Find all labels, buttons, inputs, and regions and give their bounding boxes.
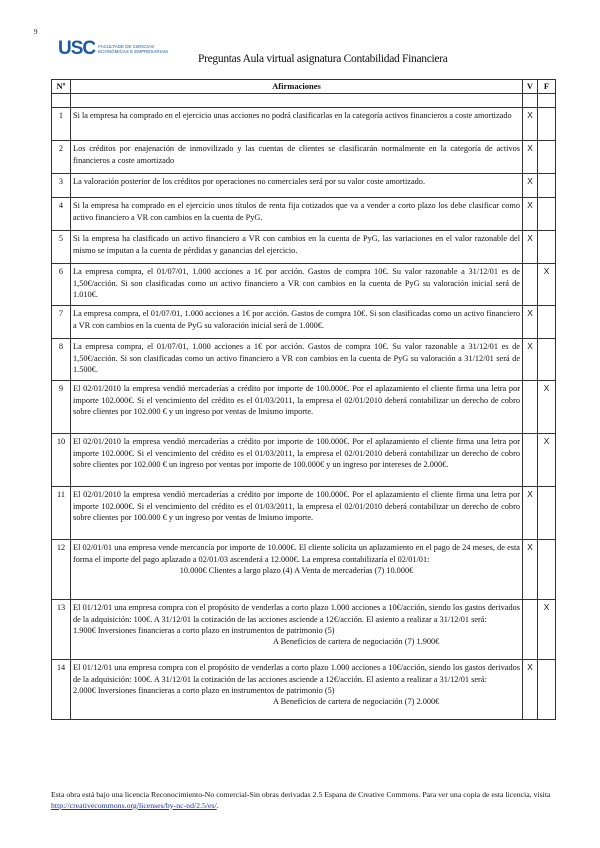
- row-number: 7: [52, 306, 71, 339]
- statement-text: La empresa compra, el 01/07/01, 1.000 acciones a 1€ por acción. Gastos de compra 10€. Su valor razonable a 31/12/01 es de 1,50€/acción. Si son clasificadas como un activo financiero a VR con cambios en la cuenta de PyG su valoración a 31/12/01 será de 1.500€.: [73, 342, 520, 374]
- false-mark: [538, 487, 556, 540]
- row-number: 12: [52, 540, 71, 600]
- statement-cell: [71, 141, 523, 174]
- statement-text: El 02/01/2010 la empresa vendió mercaderías a crédito por importe de 100.000€. Por el aplazamiento el cliente firma una letra por importe 102.000€. Si el vencimiento del crédito es el 01/03/2011, la empresa el 02/01/2010 deberá contabilizar un derecho de cobro sobre clientes por 100.000 € y un ingreso por ventas de lmismo importe.: [73, 490, 520, 522]
- true-mark: [523, 600, 538, 660]
- true-mark: X: [523, 174, 538, 198]
- university-logo: [58, 38, 176, 60]
- license-link[interactable]: http://creativecommons.org/licenses/by-nc-nd/2.5/es/: [51, 800, 217, 810]
- statement-cell: [71, 381, 523, 434]
- true-mark: X: [523, 141, 538, 174]
- col-header-false: F: [538, 80, 556, 94]
- statement-cell: [71, 660, 523, 720]
- row-number: 6: [52, 264, 71, 306]
- questions-table: [51, 79, 556, 720]
- journal-entry: 10.000€ Clientes a largo plazo (4) A Venta de mercaderías (7) 10.000€: [179, 565, 414, 575]
- statement-cell: [71, 339, 523, 381]
- table-header-row: [52, 80, 556, 94]
- true-mark: [523, 264, 538, 306]
- statement-cell: [71, 174, 523, 198]
- true-mark: X: [523, 487, 538, 540]
- statement-cell: [71, 108, 523, 141]
- statement-text: El 01/12/01 una empresa compra con el propósito de venderlas a corto plazo 1.000 acciones a 10€/acción, siendo los gastos derivados de la adquisición: 100€. A 31/12/01 la cotización de las acciones asciende a 12€/acción. El asiento a realizar a 31/12/01 será:: [73, 663, 520, 684]
- false-mark: [538, 306, 556, 339]
- statement-text: El 02/01/2010 la empresa vendió mercaderías a crédito por importe de 100.000€. Por el aplazamiento el cliente firma una letra por importe 102.000€. Si el vencimiento del crédito es el 01/03/2011, la empresa el 02/01/2010 deberá contabilizar un derecho de cobro sobre clientes por 102.000 € un ingreso por ventas por importe de 100.000€ y un ingreso por intereses de 2.000€.: [73, 437, 520, 469]
- license-footer: [51, 790, 555, 811]
- table-row: [52, 600, 556, 660]
- true-mark: [523, 434, 538, 487]
- row-number: 1: [52, 108, 71, 141]
- true-mark: X: [523, 540, 538, 600]
- table-row: [52, 540, 556, 600]
- license-end: .: [216, 800, 219, 810]
- false-mark: X: [538, 434, 556, 487]
- false-mark: [538, 141, 556, 174]
- table-row: [52, 487, 556, 540]
- false-mark: [538, 174, 556, 198]
- row-number: 4: [52, 198, 71, 231]
- statement-text: La empresa compra, el 01/07/01, 1.000 acciones a 1€ por acción. Gastos de compra 10€. Su valor razonable a 31/12/01 es de 1,50€/acción. Si son clasificadas como un activo financiero a VR con cambios en la cuenta de PyG su valoración inicial será de 1.010€.: [73, 267, 520, 299]
- page-marker: 9: [34, 28, 38, 36]
- statement-cell: [71, 306, 523, 339]
- table-row: [52, 381, 556, 434]
- true-mark: X: [523, 231, 538, 264]
- true-mark: X: [523, 660, 538, 720]
- false-mark: [538, 108, 556, 141]
- statement-text: El 02/01/01 una empresa vende mercancía por importe de 10.000€. El cliente solicita un aplazamiento en el pago de 24 meses, de esta forma el importe del pago aplazado a 02/01/03 ascenderá a 12.000€. La empresa contabilizaría el 02/01/01:: [73, 543, 520, 564]
- statement-cell: [71, 198, 523, 231]
- table-row: [52, 174, 556, 198]
- statement-text: El 01/12/01 una empresa compra con el propósito de venderlas a corto plazo 1.000 acciones a 10€/acción, siendo los gastos derivados de la adquisición: 100€. A 31/12/01 la cotización de las acciones asciende a 12€/acción. El asiento a realizar a 31/12/01 será:: [73, 603, 520, 624]
- false-mark: X: [538, 381, 556, 434]
- row-number: 10: [52, 434, 71, 487]
- false-mark: X: [538, 600, 556, 660]
- table-row: [52, 339, 556, 381]
- license-text: Esta obra está bajo una licencia Reconocimiento-No comercial-Sin obras derivadas 2.5 Espana de Creative Commons. Para ver una copia de esta licencia, visita: [51, 790, 551, 799]
- journal-entry-debit: 1.900€ Inversiones financieras a corto plazo en instrumentos de patrimonio (5): [73, 625, 335, 635]
- table-row: [52, 264, 556, 306]
- empty-spacer-row: [52, 94, 556, 108]
- true-mark: [523, 381, 538, 434]
- journal-entry-debit: 2.000€ Inversiones financieras a corto plazo en instrumentos de patrimonio (5): [73, 685, 335, 695]
- statement-cell: [71, 434, 523, 487]
- false-mark: [538, 198, 556, 231]
- statement-text: La valoración posterior de los créditos por operaciones no comerciales será por su valor coste amortizado.: [73, 177, 426, 187]
- table-row: [52, 198, 556, 231]
- false-mark: X: [538, 264, 556, 306]
- statement-cell: [71, 540, 523, 600]
- table-row: [52, 660, 556, 720]
- journal-entry-credit: A Beneficios de cartera de negociación (7) 2.000€: [273, 697, 440, 707]
- row-number: 2: [52, 141, 71, 174]
- row-number: 9: [52, 381, 71, 434]
- false-mark: [538, 660, 556, 720]
- journal-entry-credit: A Beneficios de cartera de negociación (7) 1.900€: [273, 637, 440, 647]
- page-title: Preguntas Aula virtual asignatura Contabilidad Financiera: [198, 53, 448, 65]
- col-header-true: V: [523, 80, 538, 94]
- false-mark: [538, 231, 556, 264]
- row-number: 13: [52, 600, 71, 660]
- logo-acronym: USC: [58, 38, 96, 59]
- table-row: [52, 108, 556, 141]
- row-number: 5: [52, 231, 71, 264]
- true-mark: X: [523, 339, 538, 381]
- statement-text: El 02/01/2010 la empresa vendió mercaderías a crédito por importe de 100.000€. Por el aplazamiento el cliente firma una letra por importe 102.000€. Si el vencimiento del crédito es el 01/03/2011, la empresa el 02/01/2010 deberá contabilizar un derecho de cobro sobre clientes por 102.000 € y un ingreso por ventas de lmismo importe.: [73, 384, 520, 416]
- col-header-statement: Afirmaciones: [71, 80, 523, 94]
- row-number: 11: [52, 487, 71, 540]
- statement-cell: [71, 231, 523, 264]
- statement-text: Si la empresa ha comprado en el ejercicio unas acciones no podrá clasificarlas en la categoría activos financieros a coste amortizado: [73, 111, 512, 121]
- statement-cell: [71, 600, 523, 660]
- table-row: [52, 434, 556, 487]
- table-row: [52, 306, 556, 339]
- true-mark: X: [523, 198, 538, 231]
- statement-text: Los créditos por enajenación de inmovilizado y las cuentas de clientes se clasificarán normalmente en la categoría de activos financieros a coste amortizado: [73, 144, 520, 165]
- col-header-number: Nº: [52, 80, 71, 94]
- table-row: [52, 141, 556, 174]
- statement-cell: [71, 487, 523, 540]
- statement-text: La empresa compra, el 01/07/01, 1.000 acciones a 1€ por acción. Gastos de compra 10€. Si son clasificadas como un activo financiero a VR con cambios en la cuenta de PyG su valoración inicial será de 1.000€.: [73, 309, 520, 330]
- statement-text: Si la empresa ha comprado en el ejercicio unos títulos de renta fija cotizados que va a vender a corto plazo los debe clasificar como activo financiero a VR con cambios en la cuenta de PyG.: [73, 201, 520, 222]
- row-number: 8: [52, 339, 71, 381]
- row-number: 3: [52, 174, 71, 198]
- row-number: 14: [52, 660, 71, 720]
- false-mark: [538, 339, 556, 381]
- logo-subtitle: FACULTADE DE CIENCIAS ECONÓMICAS E EMPRESARIAIS: [98, 44, 169, 54]
- statement-cell: [71, 264, 523, 306]
- true-mark: X: [523, 306, 538, 339]
- table-row: [52, 231, 556, 264]
- statement-text: Si la empresa ha clasificado un activo financiero a VR con cambios en la cuenta de PyG, las variaciones en el valor razonable del mismo se imputan a la cuenta de pérdidas y ganancias del ejercicio.: [73, 234, 520, 255]
- true-mark: X: [523, 108, 538, 141]
- false-mark: [538, 540, 556, 600]
